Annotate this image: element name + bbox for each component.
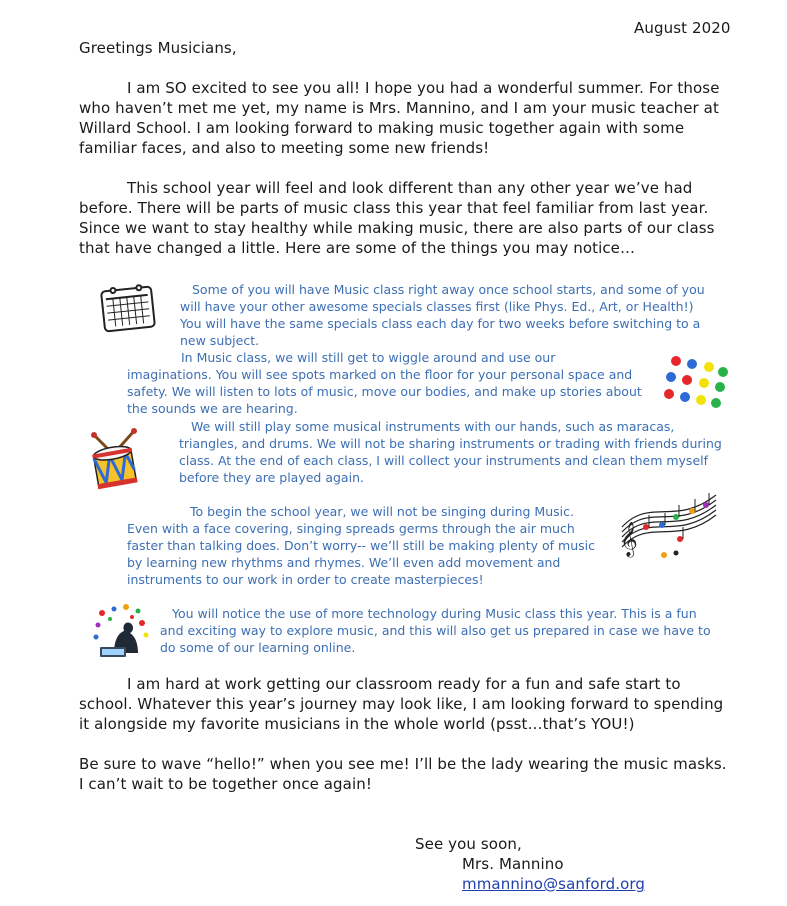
note-schedule-text: Some of you will have Music class right away once school starts, and some of you will have your other awesome specials classes first (like Phys. Ed., Art, or Health!) You will have the same specials class each day for two weeks before switching to a new subject. [180, 282, 705, 348]
letter-date: August 2020 [634, 19, 731, 37]
note-technology-text: You will notice the use of more technology during Music class this year. This is a fun and exciting way to explore music, and this will also get us prepared in case we have to do some of our learning online. [160, 606, 711, 655]
intro-paragraph: I am SO excited to see you all! I hope you had a wonderful summer. For those who haven’t met me yet, my name is Mrs. Mannino, and I am your music teacher at Willard School. I am looking forward to making music together again with some familiar faces, and also to meeting some new friends! [79, 79, 720, 157]
preparation-paragraph: I am hard at work getting our classroom ready for a fun and safe start to school. Whatever this year’s journey may look like, I am looking forward to spending it alongside my favorite musicians in the whole world (psst…that’s YOU!) [79, 675, 724, 733]
greeting: Greetings Musicians, [79, 39, 237, 57]
changes-paragraph: This school year will feel and look different than any other year we’ve had before. There will be parts of music class this year that feel familiar from last year. Since we want to stay healthy while making music, there are also parts of our class that have changed a little. Here are some of the things you may notice… [79, 179, 715, 257]
note-instruments-text: We will still play some musical instruments with our hands, such as maracas, triangles, and drums. We will not be sharing instruments or trading with friends during class. At the end of each class, I will collect your instruments and clean them myself before they are played again. [179, 419, 722, 485]
email-link[interactable]: mmannino@sanford.org [462, 875, 646, 893]
floor-spots-icon [663, 353, 731, 411]
note-movement-text: In Music class, we will still get to wiggle around and use our imaginations. You will see spots marked on the floor for your personal space and safety. We will listen to lots of music, move our bodies, and make up stories about the sounds we are hearing. [127, 350, 642, 416]
closing-paragraph: Be sure to wave “hello!” when you see me! I’ll be the lady wearing the music masks. I can’t wait to be together once again! [79, 755, 727, 793]
music-notes-icon [620, 487, 720, 563]
svg-text:𝄞: 𝄞 [620, 522, 638, 557]
drum-icon [88, 425, 142, 497]
technology-icon [92, 603, 154, 659]
sign-off: See you soon, [415, 835, 522, 853]
calendar-icon [99, 281, 161, 333]
signature-name: Mrs. Mannino [462, 855, 564, 873]
note-singing-text: To begin the school year, we will not be singing during Music. Even with a face covering, singing spreads germs through the air much faster than talking does. Don’t worry-- we’ll still be making plenty of music by learning new rhythms and rhymes. We’ll even add movement and instruments to our work in order to create masterpieces! [127, 504, 595, 587]
